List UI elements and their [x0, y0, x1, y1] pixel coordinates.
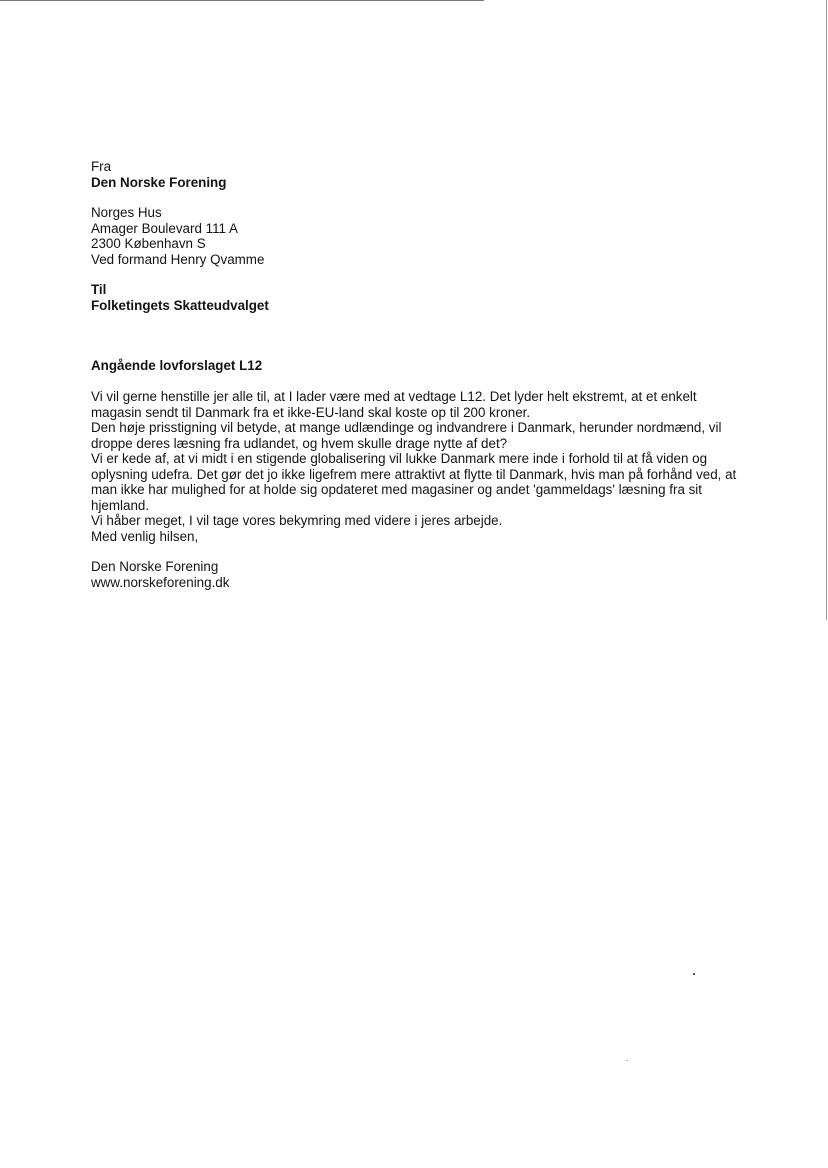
sender-label: Fra: [91, 159, 112, 174]
address-line: Amager Boulevard 111 A: [91, 220, 238, 236]
body-line: hjemland.: [91, 497, 150, 513]
body-line: droppe deres læsning fra udlandet, og hvem skulle drage nytte af det?: [91, 435, 508, 451]
scan-edge-right: [826, 0, 827, 620]
body-line: oplysning udefra. Det gør det jo ikke ligefrem mere attraktivt at flytte til Danmark, hvis man på forhånd ved, at: [91, 466, 737, 482]
body-line: Med venlig hilsen,: [91, 528, 199, 544]
body-line: Vi vil gerne henstille jer alle til, at I lader være med at vedtage L12. Det lyder helt ekstremt, at et enkelt: [91, 389, 697, 404]
signature-name: Den Norske Forening: [91, 559, 219, 574]
signature-website: www.norskeforening.dk: [91, 574, 230, 590]
letter-body: [91, 389, 751, 544]
subject-line: Angående lovforslaget L12: [91, 358, 263, 373]
body-line: Den høje prisstigning vil betyde, at mange udlændinge og indvandrere i Danmark, herunder nordmænd, vil: [91, 420, 722, 435]
sender-block: [91, 159, 226, 190]
signature-block: [91, 559, 229, 590]
body-line: Vi er kede af, at vi midt i en stigende globalisering vil lukke Danmark mere inde i forhold til at få viden og: [91, 451, 708, 466]
address-line: 2300 København S: [91, 236, 206, 251]
recipient-label: Til: [91, 282, 107, 297]
scan-edge-top: [0, 0, 484, 1]
sender-address: [91, 205, 264, 267]
body-line: magasin sendt til Danmark fra et ikke-EU-land skal koste op til 200 kroner.: [91, 404, 531, 420]
sender-name: Den Norske Forening: [91, 174, 227, 190]
scan-speck: [693, 973, 695, 975]
recipient-block: [91, 282, 269, 313]
body-line: Vi håber meget, I vil tage vores bekymring med videre i jeres arbejde.: [91, 513, 503, 528]
address-line: Norges Hus: [91, 205, 162, 220]
scan-speck: [626, 1060, 628, 1061]
body-line: man ikke har mulighed for at holde sig opdateret med magasiner og andet 'gammeldags' læsning fra sit: [91, 482, 703, 497]
recipient-name: Folketingets Skatteudvalget: [91, 297, 269, 313]
address-line: Ved formand Henry Qvamme: [91, 251, 265, 267]
